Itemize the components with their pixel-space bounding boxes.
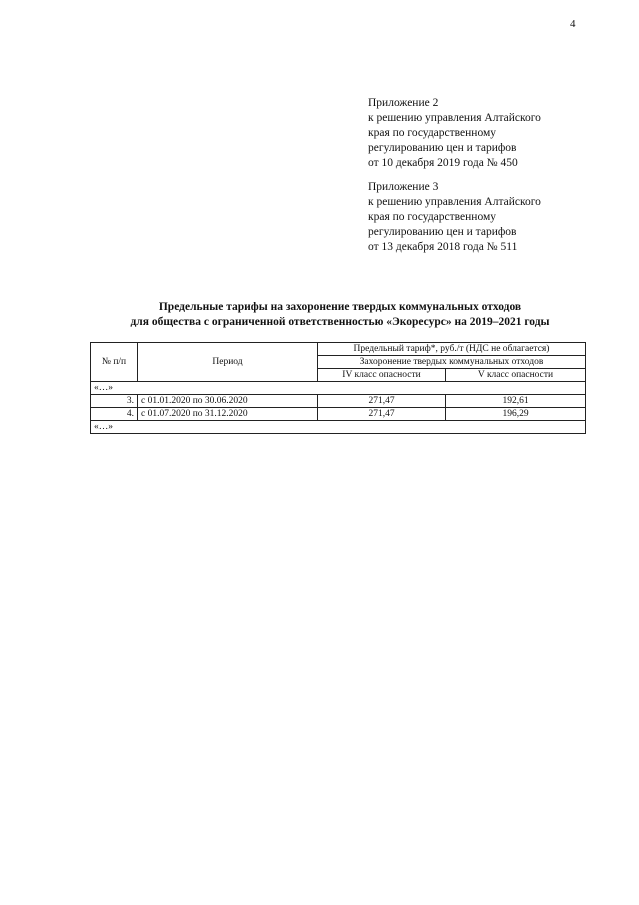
row-period: с 01.01.2020 по 30.06.2020: [138, 395, 318, 408]
row-class-v: 196,29: [446, 408, 586, 421]
row-num: 3.: [91, 395, 138, 408]
page-number: 4: [570, 18, 576, 30]
header-disposal: Захоронение твердых коммунальных отходов: [318, 356, 586, 369]
row-period: с 01.07.2020 по 31.12.2020: [138, 408, 318, 421]
table-row: [91, 395, 586, 408]
appendix-3-line: Приложение 3: [368, 181, 439, 193]
row-class-iv: 271,47: [318, 408, 446, 421]
appendix-3-line: от 13 декабря 2018 года № 511: [368, 241, 518, 253]
appendix-3-line: к решению управления Алтайского: [368, 196, 541, 208]
header-class-v: V класс опасности: [446, 369, 586, 382]
header-period: Период: [138, 343, 318, 382]
appendix-3-block: [368, 180, 541, 255]
appendix-3-line: края по государственному: [368, 211, 496, 223]
appendix-2-line: к решению управления Алтайского: [368, 112, 541, 124]
document-title-line-1: Предельные тарифы на захоронение твердых коммунальных отходов: [158, 301, 522, 313]
tariff-table: [90, 342, 586, 434]
document-title: [60, 300, 620, 330]
appendix-2-line: регулированию цен и тарифов: [368, 142, 517, 154]
table-row: [91, 408, 586, 421]
ellipsis-row-bottom: «…»: [91, 421, 586, 434]
appendix-2-line: края по государственному: [368, 127, 496, 139]
appendix-3-line: регулированию цен и тарифов: [368, 226, 517, 238]
header-tariff: Предельный тариф*, руб./т (НДС не облагается): [318, 343, 586, 356]
appendix-2-line: от 10 декабря 2019 года № 450: [368, 157, 518, 169]
row-num: 4.: [91, 408, 138, 421]
header-num: № п/п: [91, 343, 138, 382]
ellipsis-row-top: «…»: [91, 382, 586, 395]
appendix-2-line: Приложение 2: [368, 97, 439, 109]
header-class-iv: IV класс опасности: [318, 369, 446, 382]
row-class-iv: 271,47: [318, 395, 446, 408]
document-title-line-2: для общества с ограниченной ответственностью «Экоресурс» на 2019–2021 годы: [130, 316, 550, 328]
appendix-2-block: [368, 96, 541, 171]
row-class-v: 192,61: [446, 395, 586, 408]
